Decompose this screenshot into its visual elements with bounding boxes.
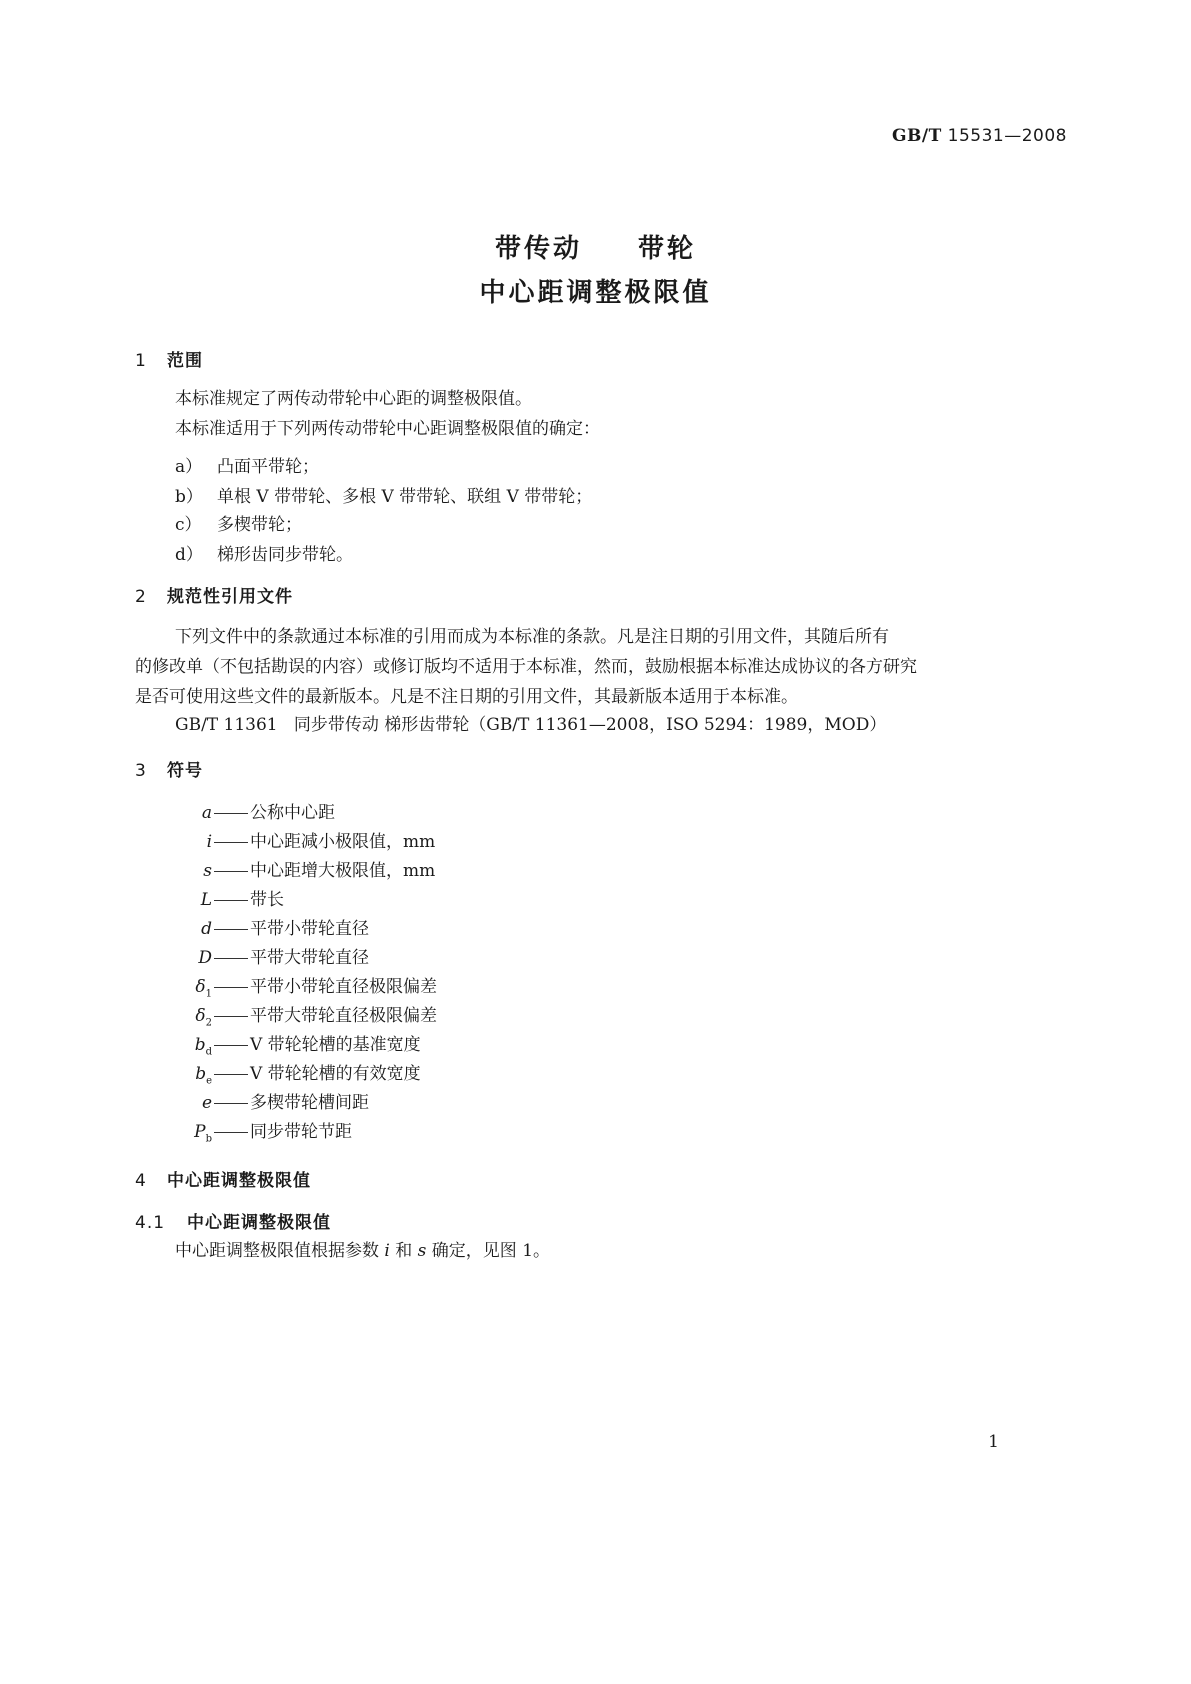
list-item-label: b） <box>175 487 203 507</box>
symbol-description: 中心距减小极限值，mm <box>250 832 436 852</box>
subsection-title: 中心距调整极限值 <box>187 1213 331 1233</box>
symbol: $P_b$ <box>194 1122 212 1145</box>
em-dash <box>212 861 250 881</box>
em-dash <box>212 832 250 852</box>
references-paragraph-line1: 下列文件中的条款通过本标准的引用而成为本标准的条款。凡是注日期的引用文件，其随后所有 <box>175 627 889 647</box>
symbol-description: 平带大带轮直径 <box>250 948 369 968</box>
symbol-description: 带长 <box>250 890 284 910</box>
symbol-description: V 带轮轮槽的基准宽度 <box>250 1035 421 1055</box>
subsection-heading <box>135 1208 331 1233</box>
symbol-row <box>150 885 284 914</box>
section-heading-symbols <box>135 756 203 781</box>
symbol-row <box>150 1088 369 1117</box>
em-dash <box>212 1093 250 1113</box>
symbol-description: 同步带轮节距 <box>250 1122 352 1142</box>
em-dash <box>212 1006 250 1026</box>
em-dash <box>212 977 250 997</box>
standard-code-number: 15531—2008 <box>947 126 1067 146</box>
list-item-text: 凸面平带轮； <box>217 457 319 477</box>
symbol: $\delta_2$ <box>195 1006 212 1029</box>
section-title: 中心距调整极限值 <box>167 1171 311 1191</box>
symbol-row <box>150 1117 352 1146</box>
list-item <box>175 452 319 477</box>
symbol-description: V 带轮轮槽的有效宽度 <box>250 1064 421 1084</box>
section-number: 4 <box>135 1171 147 1191</box>
standard-code <box>892 126 1067 146</box>
document-title-line1: 带传动 带轮 <box>494 234 697 264</box>
symbol-row <box>150 827 435 856</box>
em-dash <box>212 1064 250 1084</box>
section-number: 2 <box>135 587 147 607</box>
list-item-label: c） <box>175 515 202 535</box>
em-dash <box>212 890 250 910</box>
symbol-row <box>150 972 437 1001</box>
section-title: 范围 <box>167 351 203 371</box>
em-dash <box>212 948 250 968</box>
symbol: D <box>198 948 212 968</box>
references-paragraph-line2: 的修改单（不包括勘误的内容）或修订版均不适用于本标准，然而，鼓励根据本标准达成协议的各方研究 <box>135 657 917 677</box>
list-item-text: 多楔带轮； <box>217 515 302 535</box>
standard-code-prefix: GB/T <box>892 126 942 146</box>
section-number: 3 <box>135 761 147 781</box>
em-dash <box>212 803 250 823</box>
symbol: e <box>201 1093 212 1113</box>
page-number: 1 <box>988 1432 999 1452</box>
section-heading-scope <box>135 346 203 371</box>
symbol-description: 中心距增大极限值，mm <box>250 861 436 881</box>
list-item-label: a） <box>175 457 203 477</box>
symbol-row <box>150 1059 421 1088</box>
symbol-description: 公称中心距 <box>250 803 335 823</box>
reference-entry: GB/T 11361 同步带传动 梯形齿带轮（GB/T 11361—2008，ISO 5294：1989，MOD） <box>175 715 887 735</box>
symbol-row <box>150 1001 437 1030</box>
symbol: s <box>203 861 212 881</box>
section-heading-normative-references <box>135 582 293 607</box>
symbol-row <box>150 798 335 827</box>
document-title-line2: 中心距调整极限值 <box>479 278 712 308</box>
symbol-row <box>150 856 435 885</box>
list-item <box>175 482 592 507</box>
section-title: 规范性引用文件 <box>167 587 293 607</box>
symbol: d <box>201 919 212 939</box>
symbol: i <box>206 832 212 852</box>
symbol: L <box>200 890 212 910</box>
list-item-label: d） <box>175 545 203 565</box>
list-item <box>175 510 302 535</box>
references-paragraph-line3: 是否可使用这些文件的最新版本。凡是不注日期的引用文件，其最新版本适用于本标准。 <box>135 687 798 707</box>
subsection-paragraph: 中心距调整极限值根据参数 i 和 s 确定，见图 1。 <box>175 1241 551 1261</box>
list-item <box>175 540 353 565</box>
section-title: 符号 <box>167 761 203 781</box>
symbol-description: 多楔带轮槽间距 <box>250 1093 369 1113</box>
symbol-description: 平带小带轮直径 <box>250 919 369 939</box>
symbol-description: 平带大带轮直径极限偏差 <box>250 1006 437 1026</box>
em-dash <box>212 1035 250 1055</box>
symbol-row <box>150 943 369 972</box>
em-dash <box>212 1122 250 1142</box>
scope-paragraph-1: 本标准规定了两传动带轮中心距的调整极限值。 <box>175 389 532 409</box>
list-item-text: 单根 V 带带轮、多根 V 带带轮、联组 V 带带轮； <box>217 487 593 507</box>
symbol-row <box>150 914 369 943</box>
list-item-text: 梯形齿同步带轮。 <box>217 545 353 565</box>
symbol: a <box>201 803 212 823</box>
symbol-row <box>150 1030 421 1059</box>
section-heading-center-distance-limits <box>135 1166 311 1191</box>
scope-paragraph-2: 本标准适用于下列两传动带轮中心距调整极限值的确定： <box>175 419 600 439</box>
symbol: $b_e$ <box>195 1064 212 1087</box>
symbol-description: 平带小带轮直径极限偏差 <box>250 977 437 997</box>
em-dash <box>212 919 250 939</box>
symbol: $\delta_1$ <box>195 977 212 1000</box>
symbol: $b_d$ <box>194 1035 212 1058</box>
section-number: 1 <box>135 351 147 371</box>
subsection-number: 4.1 <box>135 1213 166 1233</box>
